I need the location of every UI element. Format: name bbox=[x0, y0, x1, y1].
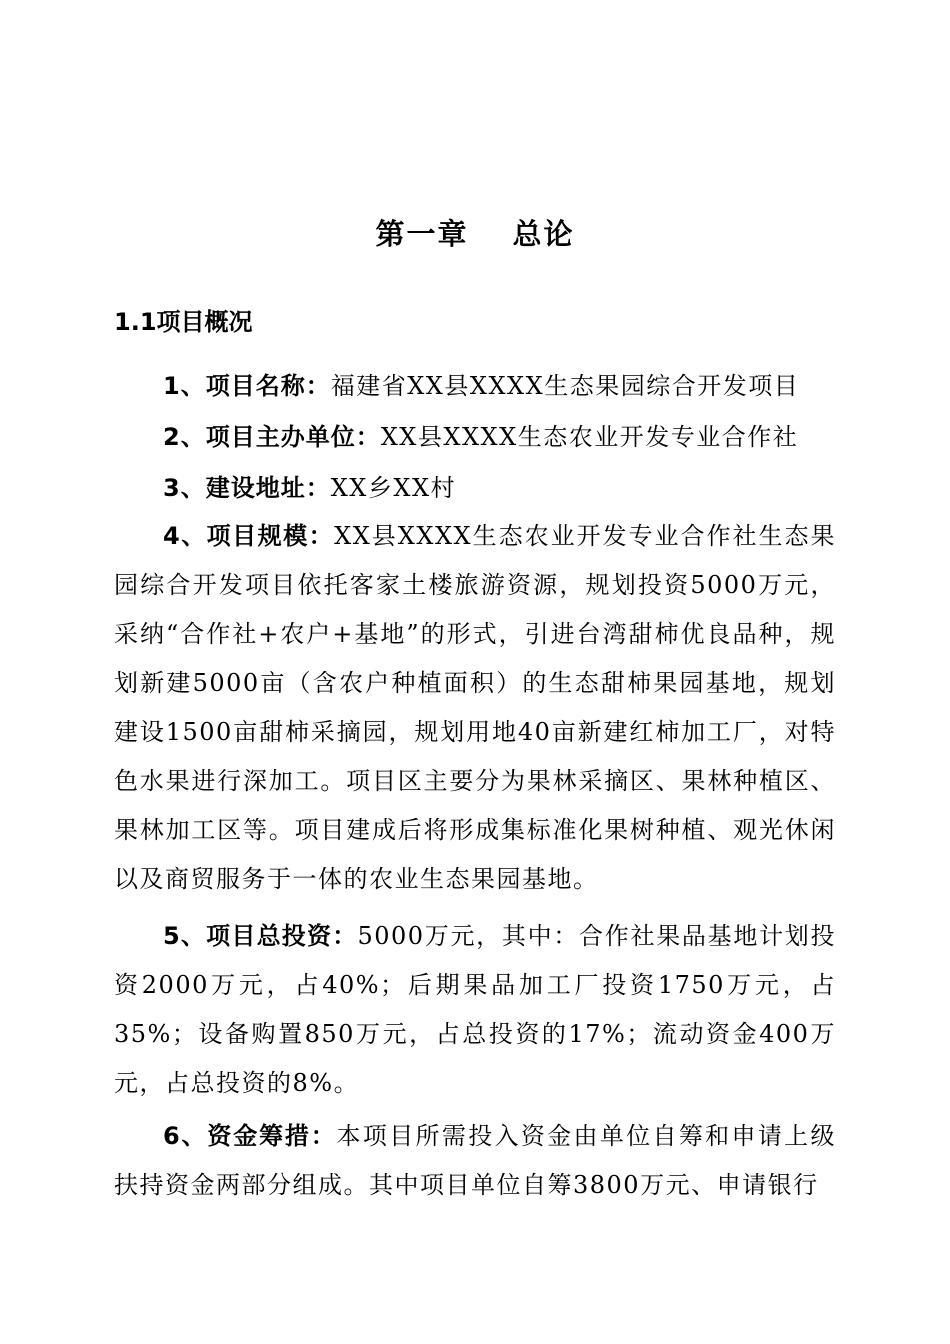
scale-value: XX县XXXX生态农业开发专业合作社生态果园综合开发项目依托客家土楼旅游资源，规划投资5000万元，采纳“合作社+农户+基地”的形式，引进台湾甜柿优良品种，规划新建5000亩（含农户种植面积）的生态甜柿果园基地，规划建设1500亩甜柿采摘园，规划用地40亩新建红柿加工厂，对特色水果进行深加工。项目区主要分为果林采摘区、果林种植区、果林加工区等。项目建成后将形成集标准化果树种植、观光休闲以及商贸服务于一体的农业生态果园基地。 bbox=[114, 522, 837, 893]
investment-label: 5、项目总投资： bbox=[163, 922, 358, 950]
investment-value: 5000万元，其中：合作社果品基地计划投资2000万元，占40%；后期果品加工厂投资1750万元，占35%；设备购置850万元，占总投资的17%；流动资金400万元，占总投资的8%。 bbox=[114, 922, 837, 1097]
funding-value: 本项目所需投入资金由单位自筹和申请上级扶持资金两部分组成。其中项目单位自筹3800万元、申请银行 bbox=[114, 1122, 837, 1199]
sponsor-paragraph bbox=[114, 413, 836, 462]
project-name-label: 1、项目名称： bbox=[163, 372, 331, 400]
project-name-paragraph bbox=[114, 362, 836, 411]
funding-label: 6、资金筹措： bbox=[163, 1122, 337, 1150]
funding-paragraph bbox=[114, 1112, 836, 1210]
chapter-number: 第一章 bbox=[375, 217, 469, 251]
chapter-title bbox=[0, 212, 950, 253]
project-name-value: 福建省XX县XXXX生态果园综合开发项目 bbox=[330, 372, 800, 400]
sponsor-value: XX县XXXX生态农业开发专业合作社 bbox=[380, 423, 799, 451]
investment-paragraph bbox=[114, 912, 836, 1108]
scale-paragraph bbox=[114, 512, 836, 904]
sponsor-label: 2、项目主办单位： bbox=[163, 423, 381, 451]
address-label: 3、建设地址： bbox=[163, 474, 331, 502]
chapter-name: 总论 bbox=[512, 217, 575, 251]
scale-label: 4、项目规模： bbox=[163, 522, 335, 550]
address-value: XX乡XX村 bbox=[330, 474, 457, 502]
section-heading: 1.1项目概况 bbox=[114, 308, 253, 336]
address-paragraph bbox=[114, 464, 836, 513]
